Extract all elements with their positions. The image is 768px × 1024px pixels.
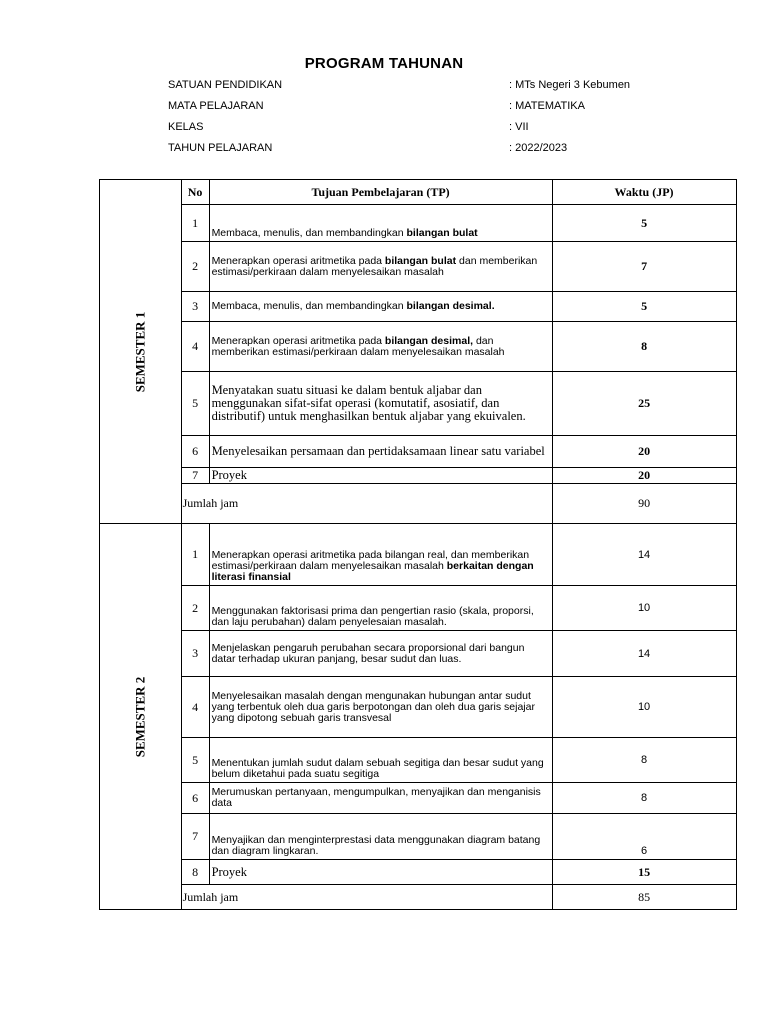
row-no: 6 [181,436,209,468]
row-waktu: 10 [552,677,736,738]
table-row [100,783,737,814]
table-row [100,436,737,468]
row-tp: Menentukan jumlah sudut dalam sebuah segitiga dan besar sudut yang belum diketahui pada suatu segitiga [209,738,552,783]
row-no: 7 [181,814,209,860]
info-value: : MTs Negeri 3 Kebumen [509,79,631,91]
row-no: 3 [181,292,209,322]
row-no: 6 [181,783,209,814]
annual-program-table [99,179,737,910]
table-row [100,372,737,436]
total-row [100,484,737,524]
table-row [100,631,737,677]
table-row [100,242,737,292]
info-value: : VII [509,121,529,133]
row-no: 1 [181,524,209,586]
row-waktu: 14 [552,524,736,586]
row-waktu: 20 [552,436,736,468]
total-label: Jumlah jam [181,885,552,910]
row-tp: Menyelesaikan masalah dengan mengunakan hubungan antar sudut yang terbentuk oleh dua garis berpotongan dan oleh dua garis sejajar yang dipotong sebuah garis transvesal [209,677,552,738]
row-waktu: 5 [552,205,736,242]
table-row [100,468,737,484]
row-waktu: 8 [552,783,736,814]
row-tp: Menjelaskan pengaruh perubahan secara proporsional dari bangun datar terhadap ukuran panjang, besar sudut dan luas. [209,631,552,677]
row-waktu: 10 [552,586,736,631]
header-no: No [181,180,209,205]
row-tp: Menerapkan operasi aritmetika pada bilangan desimal, dan memberikan estimasi/perkiraan dalam menyelesaikan masalah [209,322,552,372]
row-tp: Membaca, menulis, dan membandingkan bilangan bulat [209,205,552,242]
semester-1-label: SEMESTER 1 [132,311,148,392]
row-waktu: 8 [552,738,736,783]
row-waktu: 15 [552,860,736,885]
info-label: KELAS [168,121,204,133]
row-tp: Menerapkan operasi aritmetika pada bilangan real, dan memberikan estimasi/perkiraan dalam menyelesaikan masalah berkaitan dengan literasi finansial [209,524,552,586]
table-header-row [100,180,737,205]
row-tp: Menerapkan operasi aritmetika pada bilangan bulat dan memberikan estimasi/perkiraan dalam menyelesaikan masalah [209,242,552,292]
info-row-subject [168,100,688,114]
row-waktu: 5 [552,292,736,322]
header-tp: Tujuan Pembelajaran (TP) [209,180,552,205]
row-tp: Menggunakan faktorisasi prima dan pengertian rasio (skala, proporsi, dan laju perubahan) dalam penyelesaian masalah. [209,586,552,631]
row-no: 2 [181,242,209,292]
row-waktu: 14 [552,631,736,677]
table-row [100,738,737,783]
row-waktu: 25 [552,372,736,436]
row-no: 3 [181,631,209,677]
table-row [100,322,737,372]
row-no: 4 [181,677,209,738]
table-row [100,860,737,885]
row-no: 8 [181,860,209,885]
row-tp: Membaca, menulis, dan membandingkan bilangan desimal. [209,292,552,322]
info-label: MATA PELAJARAN [168,100,264,112]
info-row-school [168,79,688,93]
row-waktu: 7 [552,242,736,292]
row-waktu: 6 [552,814,736,860]
row-tp: Menyajikan dan menginterprestasi data menggunakan diagram batang dan diagram lingkaran. [209,814,552,860]
table-row [100,524,737,586]
table-row [100,586,737,631]
info-label: SATUAN PENDIDIKAN [168,79,283,91]
row-no: 2 [181,586,209,631]
row-waktu: 8 [552,322,736,372]
total-value: 85 [552,885,736,910]
total-label: Jumlah jam [181,484,552,524]
total-value: 90 [552,484,736,524]
row-tp: Menyatakan suatu situasi ke dalam bentuk aljabar dan menggunakan sifat-sifat operasi (komutatif, asosiatif, dan distributif) untuk menghasilkan bentuk aljabar yang ekuivalen. [209,372,552,436]
info-value: : 2022/2023 [509,142,568,154]
row-tp: Menyelesaikan persamaan dan pertidaksamaan linear satu variabel [209,436,552,468]
table-row [100,814,737,860]
row-no: 1 [181,205,209,242]
info-value: : MATEMATIKA [509,100,585,112]
row-tp: Proyek [209,860,552,885]
total-row [100,885,737,910]
page-title: PROGRAM TAHUNAN [304,55,464,72]
row-no: 5 [181,372,209,436]
table-row [100,677,737,738]
row-no: 5 [181,738,209,783]
info-row-class [168,121,688,135]
semester-1-cell [100,180,182,524]
row-no: 4 [181,322,209,372]
info-row-year [168,142,688,156]
row-no: 7 [181,468,209,484]
semester-2-label: SEMESTER 2 [132,676,148,757]
row-tp: Merumuskan pertanyaan, mengumpulkan, menyajikan dan menganisis data [209,783,552,814]
row-waktu: 20 [552,468,736,484]
semester-2-cell [100,524,182,910]
table-row [100,205,737,242]
header-waktu: Waktu (JP) [552,180,736,205]
info-label: TAHUN PELAJARAN [168,142,273,154]
table-row [100,292,737,322]
row-tp: Proyek [209,468,552,484]
